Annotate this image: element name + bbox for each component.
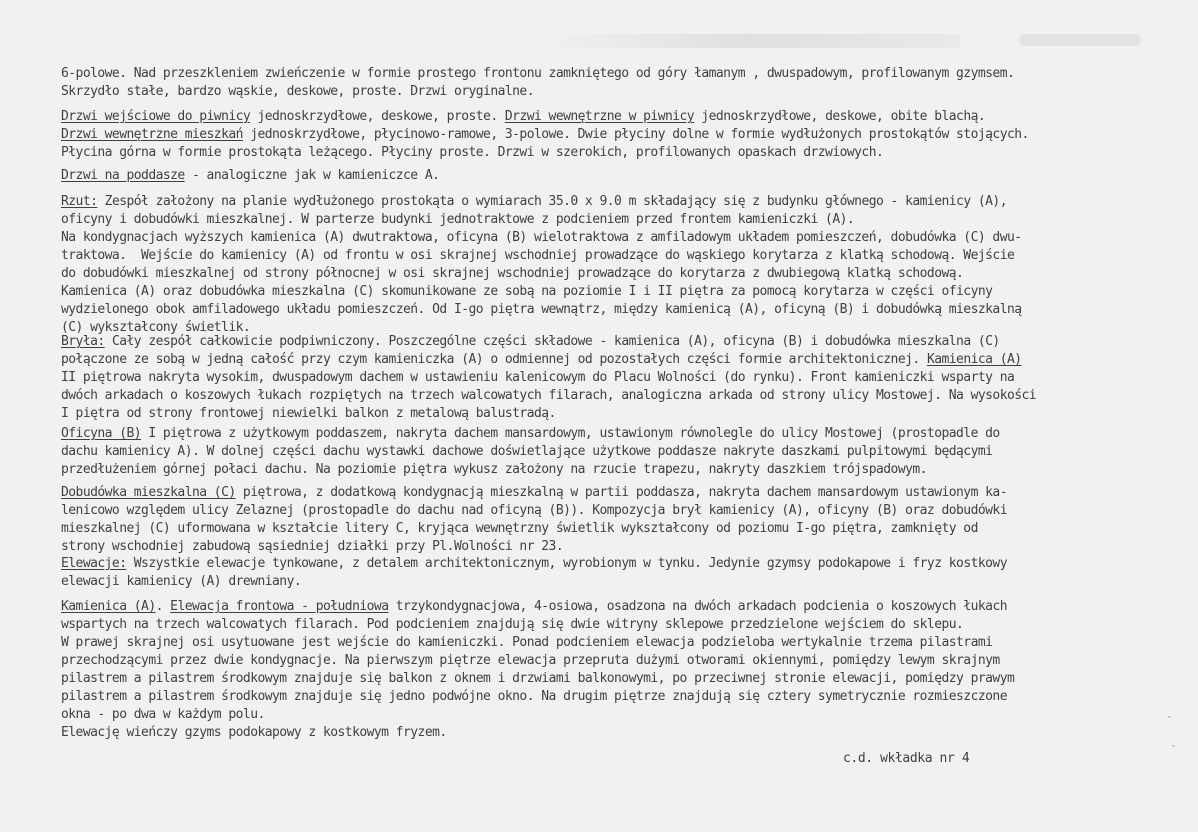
heading-tenement-a-2: Kamienica (A) [61,599,156,614]
text-run: Cały zespół całkowicie podpiwniczony. Poszczególne części składowe - kamienica (A), oficyna (B) i dobudówka mieszkalna (C) [104,334,1000,349]
heading-cellar-entrance-doors: Drzwi wejściowe do piwnicy [61,109,251,124]
paragraph-extension-c [61,484,1161,556]
paragraph-attic-door [61,167,1161,185]
text-run: trzykondygnacjowa, 4-osiowa, osadzona na dwóch arkadach podcienia o koszowych łukach [388,599,1008,614]
text-run: jednoskrzydłowe, deskowe, obite blachą. [694,109,986,124]
heading-massing: Bryła: [61,334,105,349]
text-line: przedłużeniem górnej połaci dachu. Na poziomie piętra wykusz założony na rzucie trapezu, nakryty daszkiem trójspadowym. [61,462,927,477]
heading-tenement-a: Kamienica (A) [926,352,1022,367]
continuation-note: c.d. wkładka nr 4 [843,751,970,766]
text-line: elewacji kamienicy (A) drewniany. [61,574,302,589]
text-run: jednoskrzydłowe, deskowe, proste. [250,109,505,124]
text-line: oficyny i dobudówki mieszkalnej. W parterze budynki jednotraktowe z podcieniem przed frontem kamieniczki (A). [61,212,855,227]
paper-speck [1172,745,1175,747]
paragraph-plan [61,193,1161,337]
heading-plan: Rzut: [61,194,98,209]
text-run: Zespół założony na planie wydłużonego prostokąta o wymiarach 35.0 x 9.0 m składający się z budynku głównego - kamienicy (A), [97,194,1007,209]
paragraph-massing [61,333,1161,423]
paragraph-inner-doors [61,108,1161,162]
heading-annex-b: Oficyna (B) [61,426,142,441]
text-line: pilastrem a pilastrem środkowym znajduje się balkon z oknem i drzwiami balkonowymi, po przeciwnej stronie elewacji, pomiędzy prawym [61,671,1015,686]
text-line: traktowa. Wejście do kamienicy (A) od frontu w osi skrajnej wschodniej prowadzące do wąskiego korytarza z klatką schodową. Wejście [61,248,1015,263]
text-line: W prawej skrajnej osi usytuowane jest wejście do kamieniczki. Ponad podcieniem elewacja podzieloba wertykalnie trzema pilastrami [61,635,993,650]
text-line: Elewację wieńczy gzyms podokapowy z kostkowym fryzem. [61,725,447,740]
paragraph-annex-b [61,425,1161,479]
text-run: Wszystkie elewacje tynkowane, z detalem architektonicznym, wyrobionym w tynku. Jedynie gzymsy podokapowe i fryz kostkowy [126,556,1007,571]
text-line: wspartych na trzech walcowatych filarach. Pod podcieniem znajdują się dwie witryny sklepowe przedzielone wejściem do sklepu. [61,617,964,632]
text-line: okna - po dwa w każdym polu. [61,707,265,722]
text-run: połączone ze sobą w jedną całość przy czym kamieniczka (A) o odmiennej od pozostałych części formie architektonicznej. [61,352,927,367]
paragraph-elevations [61,555,1161,591]
paragraph-front-elevation [61,598,1161,742]
text-run: I piętrowa z użytkowym poddaszem, nakryta dachem mansardowym, ustawionym równolegle do ulicy Mostowej (prostopadle do [141,426,1000,441]
text-run: - analogiczne jak w kamieniczce A. [184,168,440,183]
text-line: pilastrem a pilastrem środkowym znajduje się jedno podwójne okno. Na drugim piętrze znajdują się cztery symetrycznie rozmieszczone [61,689,1007,704]
text-line: mieszkalnej (C) uformowana w kształcie litery C, kryjąca wewnętrzny świetlik wykształcony od poziomu I-go piętra, zamknięty od [61,521,978,536]
text-line: przechodzącymi przez dwie kondygnacje. Na pierwszym piętrze elewacja przepruta dużymi otworami okiennymi, pomiędzy lewym skrajnym [61,653,1000,668]
text-line: wydzielonego obok amfiladowego układu pomieszczeń. Od I-go piętra wewnątrz, między kamienicą (A), oficyną (B) i dobudówką mieszkalną [61,302,1022,317]
text-run: . [155,599,171,614]
text-line: I piętra od strony frontowej niewielki balkon z metalową balustradą. [61,406,556,421]
text-line: Płycina górna w formie prostokąta leżącego. Płyciny proste. Drzwi w szerokich, profilowanych opaskach drzwiowych. [61,145,884,160]
text-line: 6-polowe. Nad przeszkleniem zwieńczenie w formie prostego frontonu zamkniętego od góry łamanym , dwuspadowym, profilowanym gzymsem. [61,66,1015,81]
text-line: do dobudówki mieszkalnej od strony północnej w osi skrajnej wschodniej prowadzące do korytarza z dwubiegową klatką schodową. [61,266,964,281]
faint-header-imprint-right [1020,34,1140,46]
heading-extension-c: Dobudówka mieszkalna (C) [61,485,236,500]
text-run: jednoskrzydłowe, płycinowo-ramowe, 3-polowe. Dwie płyciny dolne w formie wydłużonych prostokątów stojących. [242,127,1029,142]
text-line: Na kondygnacjach wyższych kamienica (A) dwutraktowa, oficyna (B) wielotraktowa z amfiladowym układem pomieszczeń, dobudówka (C) dwu- [61,230,1022,245]
heading-attic-door: Drzwi na poddasze [61,168,185,183]
text-line: dachu kamienicy A). W dolnej części dachu wystawki dachowe doświetlające użytkowe poddasze nakryte daszkami pulpitowymi będącymi [61,444,993,459]
paper-speck [1168,716,1171,718]
heading-cellar-inner-doors: Drzwi wewnętrzne w piwnicy [504,109,695,124]
text-run: piętrowa, z dodatkową kondygnacją mieszkalną w partii poddasza, nakryta dachem mansardowym ustawionym ka- [235,485,1007,500]
text-line: Kamienica (A) oraz dobudówka mieszkalna (C) skomunikowane ze sobą na poziomie I i II piętra za pomocą korytarza w części oficyny [61,284,993,299]
text-line: strony wschodniej zabudową sąsiedniej działki przy Pl.Wolności nr 23. [61,539,564,554]
text-line: II piętrowa nakryta wysokim, dwuspadowym dachem w ustawieniu kalenicowym do Placu Wolności (do rynku). Front kamieniczki wsparty na [61,370,1015,385]
heading-front-elevation: Elewacja frontowa - południowa [170,599,389,614]
heading-elevations: Elewacje: [61,556,127,571]
text-line: dwóch arkadach o koszowych łukach rozpiętych na trzech walcowatych filarach, analogiczna arkada od strony ulicy Mostowej. Na wysokości [61,388,1037,403]
text-line: Skrzydło stałe, bardzo wąskie, deskowe, proste. Drzwi oryginalne. [61,84,534,99]
faint-header-imprint [540,34,960,48]
text-line: (C) wykształcony świetlik. [61,320,251,335]
text-line: lenicowo względem ulicy Zelaznej (prostopadle do dachu nad oficyną (B)). Kompozycja brył kamienicy (A), oficyny (B) oraz dobudówki [61,503,1007,518]
heading-apartment-inner-doors: Drzwi wewnętrzne mieszkań [61,127,243,142]
paragraph-door-main [61,65,1161,101]
